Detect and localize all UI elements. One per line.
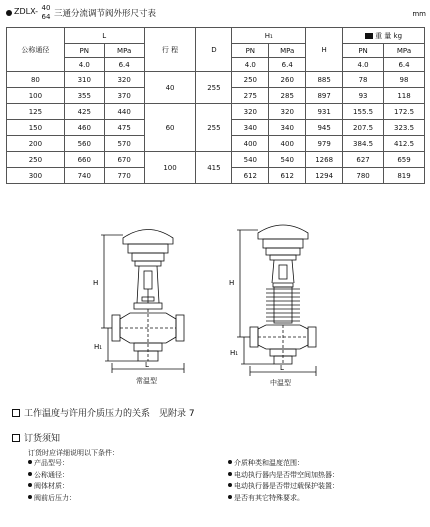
label-H1-right: H₁ <box>230 349 239 357</box>
cell-W64: 819 <box>384 168 425 184</box>
label-L-right: L <box>280 364 284 372</box>
bullet-icon <box>28 472 32 476</box>
cell-W40: 384.5 <box>343 136 384 152</box>
header-p64: 6.4 <box>104 58 144 72</box>
cell-H1-40: 340 <box>232 120 269 136</box>
list-item-text: 电动执行器内是否带空间加热器： <box>234 470 339 479</box>
list-item-text: 阀前后压力： <box>34 493 76 502</box>
cell-dn: 200 <box>7 136 65 152</box>
table-row <box>7 72 425 88</box>
list-item <box>228 470 339 482</box>
header-weight <box>343 28 425 44</box>
bullet-icon <box>228 460 232 464</box>
section-ordering-title: 订货须知 <box>24 434 61 444</box>
caption-medium-temp: 中温型 <box>270 379 291 387</box>
cell-W40: 627 <box>343 152 384 168</box>
list-item-text: 电动执行器是否带过载保护装置： <box>234 482 339 490</box>
header-L: L <box>64 28 144 44</box>
table-row <box>7 104 425 120</box>
section-ordering <box>12 431 60 444</box>
cell-H: 897 <box>306 88 343 104</box>
header-D: D <box>196 28 232 72</box>
section-temperature-pressure-text: 工作温度与许用介质压力的关系 见附录 7 <box>24 409 195 419</box>
cell-W64: 98 <box>384 72 425 88</box>
cell-H: 979 <box>306 136 343 152</box>
list-item <box>228 481 339 493</box>
cell-L64: 370 <box>104 88 144 104</box>
bullet-icon <box>6 10 12 16</box>
cell-L64: 440 <box>104 104 144 120</box>
cell-W64: 659 <box>384 152 425 168</box>
list-item <box>28 458 76 470</box>
cell-stroke: 100 <box>144 152 196 184</box>
header-pn: PN <box>343 44 384 58</box>
cell-H1-40: 612 <box>232 168 269 184</box>
cell-H1-40: 320 <box>232 104 269 120</box>
cell-H1-64: 260 <box>269 72 306 88</box>
cell-D: 415 <box>196 152 232 184</box>
label-H1-left: H₁ <box>94 343 103 351</box>
list-item <box>28 470 76 482</box>
cell-D: 255 <box>196 72 232 104</box>
cell-W40: 207.5 <box>343 120 384 136</box>
header-mpa: MPa <box>269 44 306 58</box>
header-stroke: 行 程 <box>144 28 196 72</box>
unit-label: mm <box>412 10 426 18</box>
model-prefix: ZDLX- <box>14 7 39 16</box>
cell-L64: 770 <box>104 168 144 184</box>
cell-L40: 310 <box>64 72 104 88</box>
header-weight-label: 重 量 kg <box>375 31 403 40</box>
weight-icon <box>365 33 373 39</box>
order-intro: 订货时应详细说明以下条件： <box>28 449 119 457</box>
list-item-text: 是否有其它特殊要求。 <box>234 493 304 502</box>
cell-stroke: 40 <box>144 72 196 104</box>
cell-W40: 78 <box>343 72 384 88</box>
cell-H: 945 <box>306 120 343 136</box>
list-item-text: 产品型号： <box>34 459 69 467</box>
bullet-icon <box>28 483 32 487</box>
list-item <box>28 493 76 505</box>
cell-H: 931 <box>306 104 343 120</box>
section-temperature-pressure <box>12 406 195 419</box>
cell-H1-64: 320 <box>269 104 306 120</box>
table-title: 三通分流调节阀外形尺寸表 <box>54 9 157 19</box>
label-L-left: L <box>145 361 149 369</box>
cell-H: 1294 <box>306 168 343 184</box>
cell-W64: 172.5 <box>384 104 425 120</box>
valve-diagrams <box>90 213 350 388</box>
list-item <box>28 481 76 493</box>
caption-normal-temp: 常温型 <box>136 377 157 385</box>
cell-W40: 93 <box>343 88 384 104</box>
bullet-icon <box>228 472 232 476</box>
cell-W40: 780 <box>343 168 384 184</box>
list-item-text: 公称通径： <box>34 470 69 479</box>
cell-H1-40: 275 <box>232 88 269 104</box>
cell-H: 1268 <box>306 152 343 168</box>
cell-H1-40: 540 <box>232 152 269 168</box>
cell-H: 885 <box>306 72 343 88</box>
header-pn: PN <box>64 44 104 58</box>
cell-H1-40: 400 <box>232 136 269 152</box>
normal-temp-valve-drawing <box>101 230 184 374</box>
table-header <box>6 4 426 26</box>
cell-L64: 670 <box>104 152 144 168</box>
header-p40: 4.0 <box>343 58 384 72</box>
cell-stroke: 60 <box>144 104 196 152</box>
fraction-bottom: 64 <box>41 13 51 21</box>
cell-H1-64: 612 <box>269 168 306 184</box>
header-mpa: MPa <box>384 44 425 58</box>
cell-L40: 560 <box>64 136 104 152</box>
bullet-icon <box>228 495 232 499</box>
header-nominal-diameter: 公称通径 <box>7 28 65 72</box>
pressure-fraction <box>40 4 52 22</box>
header-p64: 6.4 <box>269 58 306 72</box>
cell-H1-40: 250 <box>232 72 269 88</box>
cell-L64: 570 <box>104 136 144 152</box>
cell-L40: 355 <box>64 88 104 104</box>
list-item-text: 介质种类和温度范围： <box>234 459 304 467</box>
checkbox-square-icon <box>12 434 20 442</box>
header-H: H <box>306 28 343 72</box>
medium-temp-valve-drawing <box>237 225 316 376</box>
valve-drawings <box>90 213 350 388</box>
cell-D: 255 <box>196 104 232 152</box>
cell-dn: 100 <box>7 88 65 104</box>
header-H1: H₁ <box>232 28 306 44</box>
cell-H1-64: 540 <box>269 152 306 168</box>
dimension-table <box>6 27 425 184</box>
cell-H1-64: 340 <box>269 120 306 136</box>
bullet-icon <box>28 495 32 499</box>
cell-L64: 475 <box>104 120 144 136</box>
header-mpa: MPa <box>104 44 144 58</box>
checkbox-square-icon <box>12 409 20 417</box>
cell-L40: 740 <box>64 168 104 184</box>
order-list-right <box>228 458 339 504</box>
label-H-left: H <box>93 279 99 287</box>
cell-H1-64: 400 <box>269 136 306 152</box>
bullet-icon <box>228 483 232 487</box>
table-row <box>7 152 425 168</box>
cell-dn: 80 <box>7 72 65 88</box>
header-p40: 4.0 <box>232 58 269 72</box>
cell-L40: 460 <box>64 120 104 136</box>
cell-W40: 155.5 <box>343 104 384 120</box>
cell-H1-64: 285 <box>269 88 306 104</box>
bullet-icon <box>28 460 32 464</box>
header-pn: PN <box>232 44 269 58</box>
cell-W64: 323.5 <box>384 120 425 136</box>
list-item-text: 阀体材质： <box>34 482 69 490</box>
cell-dn: 250 <box>7 152 65 168</box>
list-item <box>228 458 339 470</box>
cell-L40: 660 <box>64 152 104 168</box>
list-item <box>228 493 339 505</box>
fraction-top: 40 <box>41 4 51 12</box>
label-H-right: H <box>229 279 235 287</box>
header-p64: 6.4 <box>384 58 425 72</box>
cell-L64: 320 <box>104 72 144 88</box>
cell-W64: 412.5 <box>384 136 425 152</box>
header-p40: 4.0 <box>64 58 104 72</box>
cell-dn: 125 <box>7 104 65 120</box>
order-list-left <box>28 458 76 504</box>
cell-dn: 300 <box>7 168 65 184</box>
cell-dn: 150 <box>7 120 65 136</box>
cell-W64: 118 <box>384 88 425 104</box>
cell-L40: 425 <box>64 104 104 120</box>
